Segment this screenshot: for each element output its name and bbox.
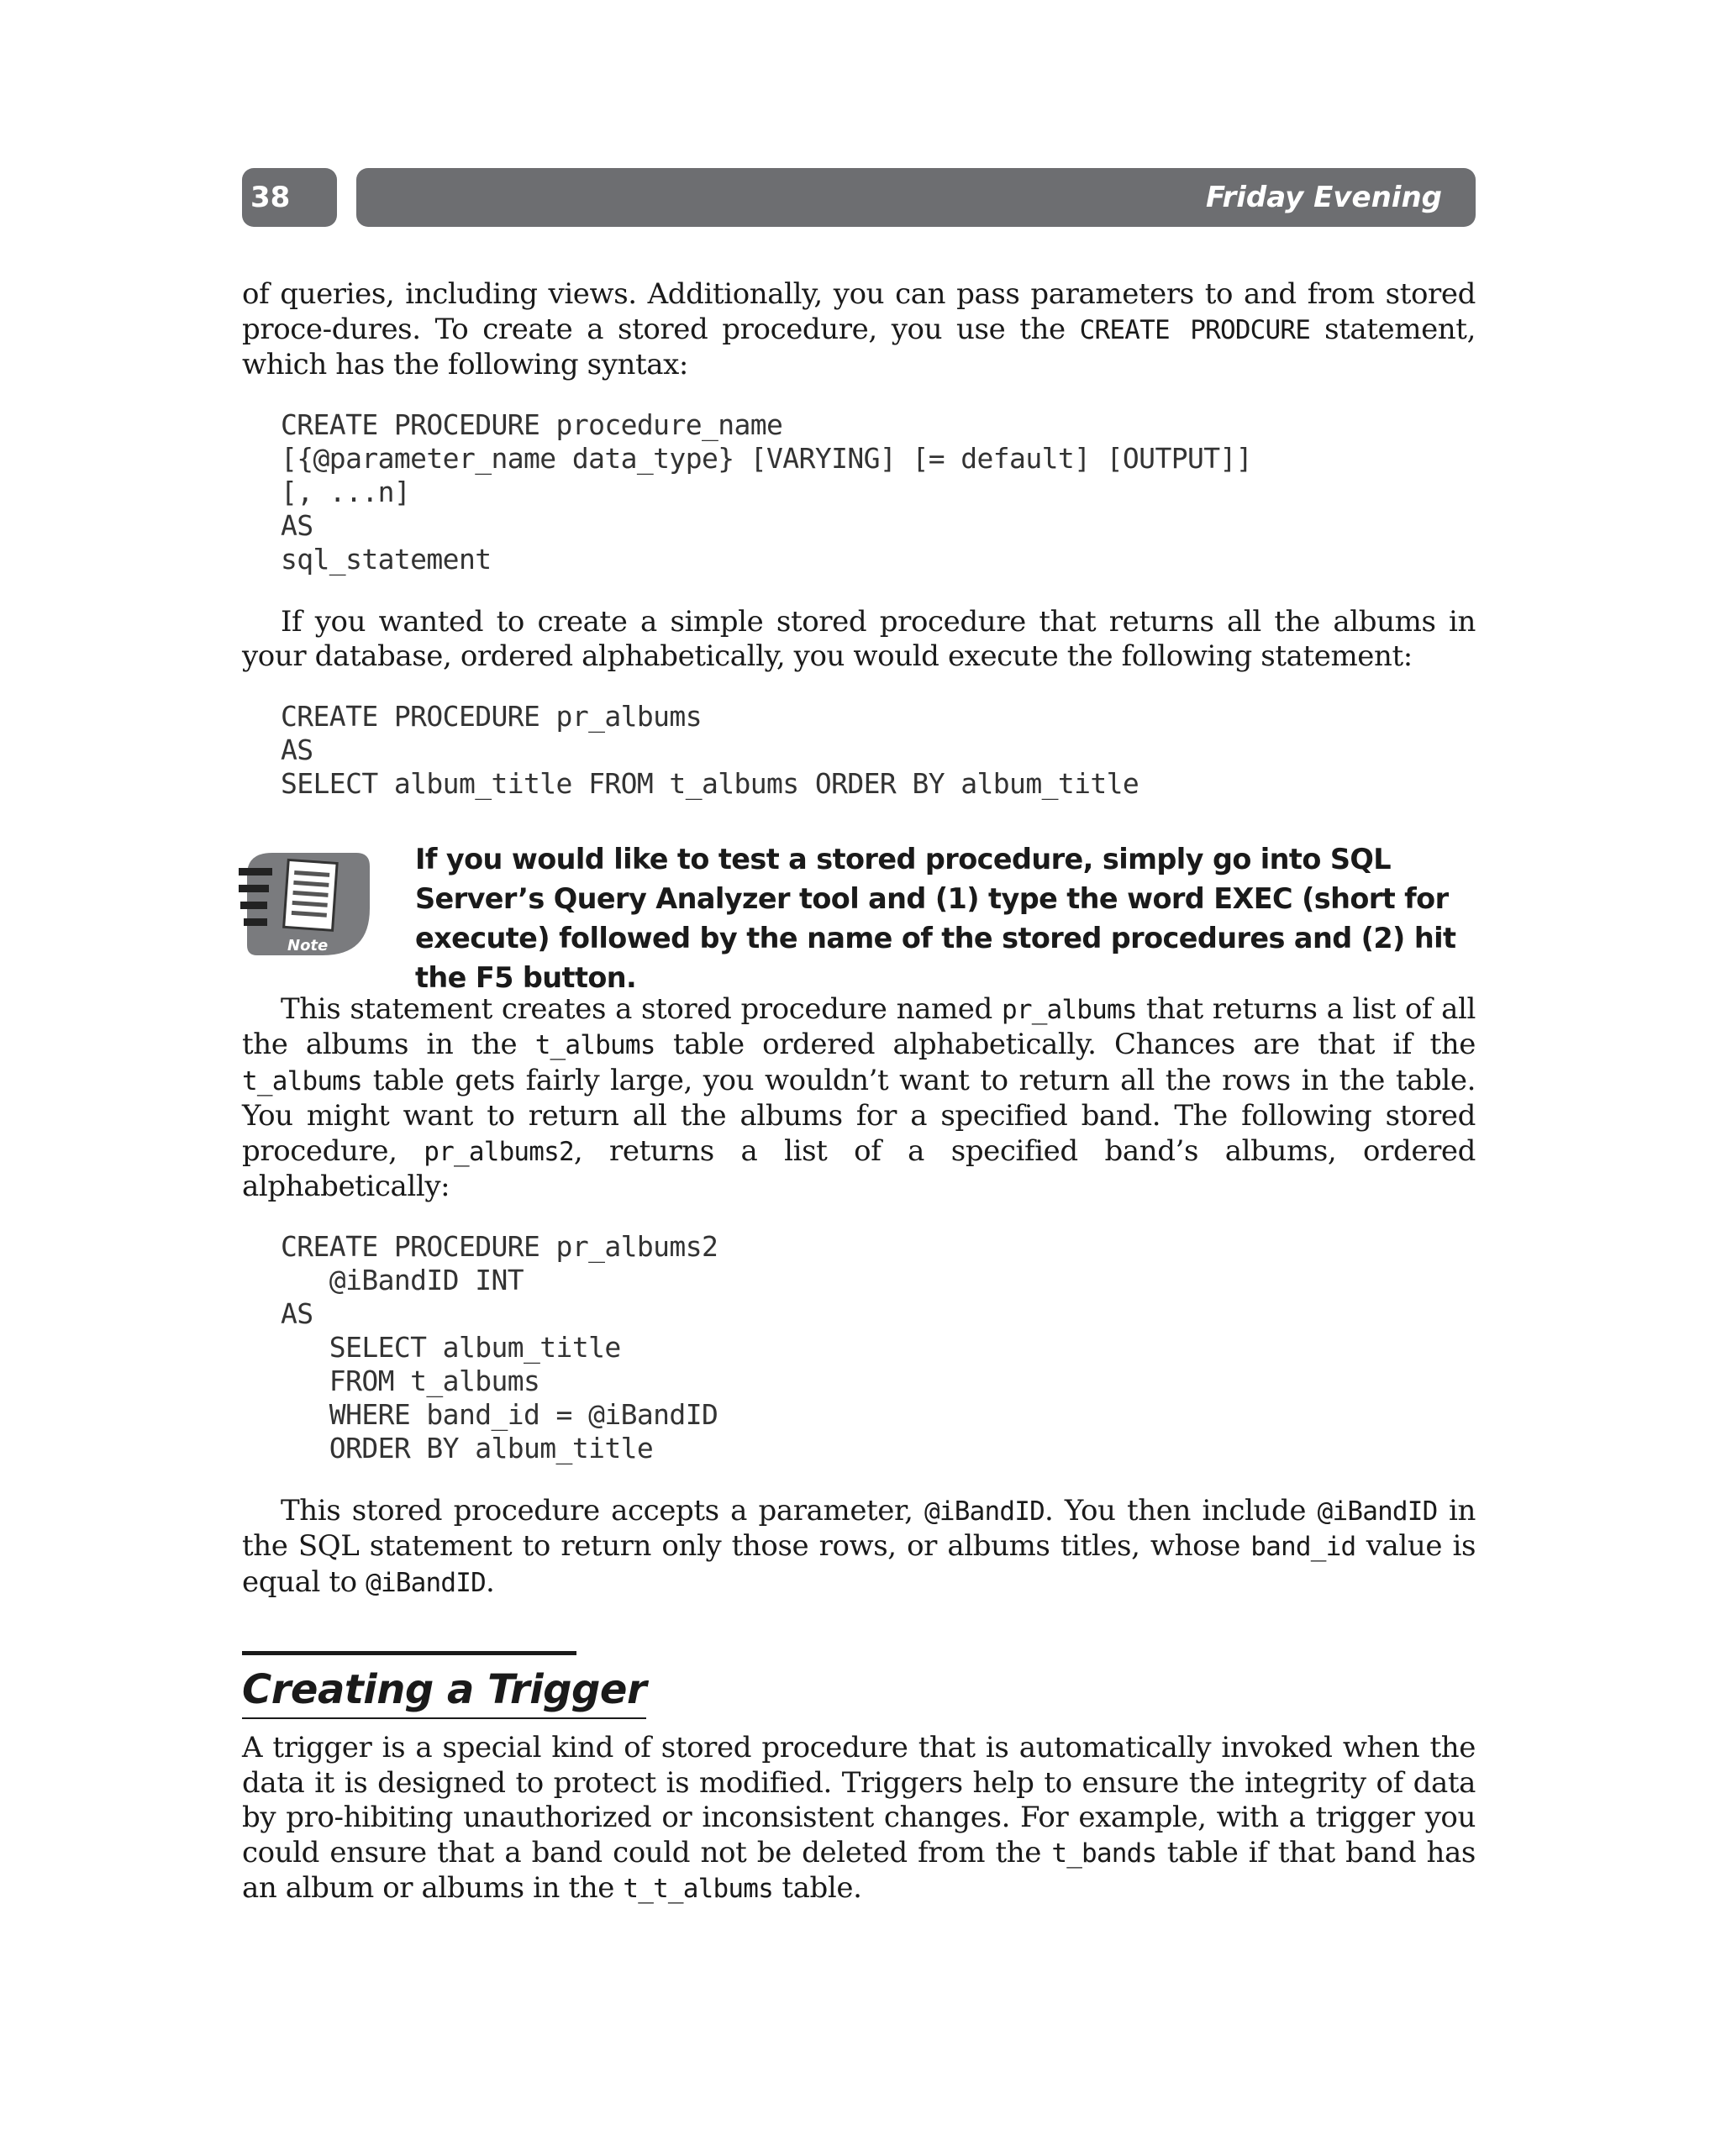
inline-code: pr_albums2 — [424, 1136, 574, 1167]
running-header: Friday Evening — [356, 168, 1476, 227]
text-span: of queries, including views. Additionally, you can pass parameters to and from stored proce-dures. To create a stored procedure, you use the — [242, 277, 1476, 346]
inline-code: t_t_albums — [623, 1874, 773, 1904]
text-span: A trigger is a special kind of stored procedure that is automatically invoked when the data it is designed to protect is modified. Triggers help to ensure the integrity of data by pro-hibiting unauthorized or inconsistent changes. For example, with a trigger you could ensure that a band could not be deleted from the — [242, 1731, 1476, 1869]
note-callout — [242, 842, 1476, 994]
paragraph-simple-procedure: If you wanted to create a simple stored procedure that returns all the albums in your database, ordered alphabetically, you would execute the following statement: — [242, 604, 1476, 673]
code-block-pr-albums2: CREATE PROCEDURE pr_albums2 @iBandID INT AS SELECT album_title FROM t_albums WHERE band_id = @iBandID ORDER BY album_title — [281, 1229, 718, 1465]
text-span: This stored procedure accepts a parameter, — [281, 1493, 925, 1528]
code-block-pr-albums: CREATE PROCEDURE pr_albums AS SELECT album_title FROM t_albums ORDER BY album_title — [281, 699, 1139, 800]
text-span: . You then include — [1044, 1493, 1318, 1528]
page-body — [242, 277, 1476, 1907]
text-span: table ordered alphabetically. Chances are that if the — [655, 1028, 1476, 1061]
note-icon-label: Note — [287, 936, 329, 954]
text-span: that returns a list of all the albums in the — [242, 991, 1476, 1061]
text-span: table gets fairly large, you wouldn’t want to return all the rows in the table. You might want to return all the albums for a specified band. The following stored procedure, — [242, 1063, 1476, 1168]
paragraph-trigger — [242, 1731, 1476, 1907]
section-rule — [242, 1651, 576, 1655]
text-span: , returns a list of a specified band’s albums, ordered alphabetically: — [242, 1133, 1476, 1203]
inline-code: pr_albums — [1001, 994, 1137, 1025]
paragraph-parameter — [242, 1494, 1476, 1601]
text-span: in the SQL statement to return only those rows, or albums titles, whose — [242, 1493, 1476, 1563]
paragraph-intro — [242, 277, 1476, 383]
note-icon — [239, 849, 373, 959]
page-number: 38 — [242, 168, 337, 227]
inline-code: t_albums — [242, 1065, 362, 1096]
inline-code: t_albums — [534, 1030, 655, 1060]
text-span: . — [486, 1564, 495, 1599]
text-span: table. — [772, 1871, 862, 1905]
text-span: table if that band has an album or albums in the — [242, 1835, 1476, 1905]
inline-code: @iBandID — [1317, 1496, 1438, 1527]
inline-code: band_id — [1250, 1532, 1356, 1562]
inline-code: CREATE PRODCURE — [1079, 314, 1311, 345]
text-span: value is equal to — [242, 1529, 1476, 1599]
note-text: If you would like to test a stored procedure, simply go into SQL Server’s Query Analyzer tool and (1) type the word EXEC (short for execute) followed by the name of the stored procedures and (2) hit the F5 button. — [415, 842, 1456, 994]
text-span: This statement creates a stored procedure named — [281, 991, 1002, 1026]
inline-code: @iBandID — [924, 1496, 1045, 1527]
section-heading: Creating a Trigger — [242, 1664, 646, 1719]
paragraph-statement-explanation — [242, 992, 1476, 1205]
inline-code: t_bands — [1051, 1838, 1157, 1869]
code-block-syntax: CREATE PROCEDURE procedure_name [{@parameter_name data_type} [VARYING] [= default] [OUTPUT]] [, ...n] AS sql_statement — [281, 408, 1253, 576]
inline-code: @iBandID — [366, 1567, 486, 1598]
text-span: statement, which has the following syntax: — [242, 312, 1476, 381]
